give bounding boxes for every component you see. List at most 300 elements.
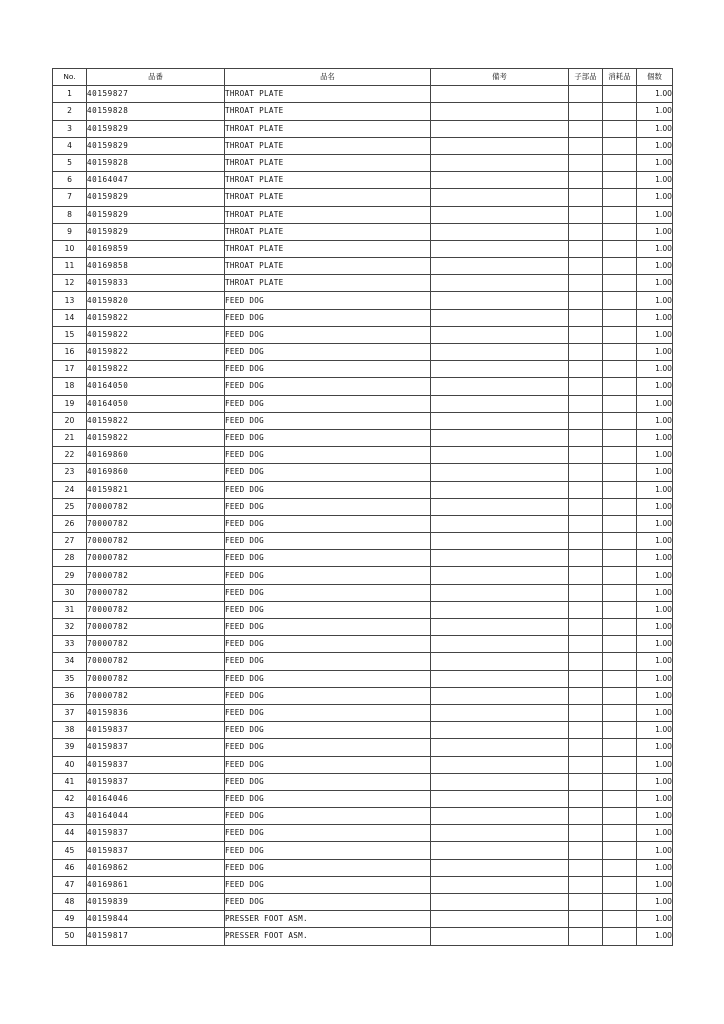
part-name: THROAT PLATE: [225, 223, 431, 240]
part-name: FEED DOG: [225, 687, 431, 704]
table-row: [53, 687, 673, 704]
header-no: No.: [53, 69, 87, 86]
row-number: 30: [53, 584, 87, 601]
consumable-cell: [603, 928, 637, 945]
header-part-name: 品名: [225, 69, 431, 86]
row-number: 33: [53, 636, 87, 653]
table-row: [53, 911, 673, 928]
part-name: FEED DOG: [225, 670, 431, 687]
header-remarks: 備考: [431, 69, 569, 86]
part-name: FEED DOG: [225, 550, 431, 567]
row-number: 15: [53, 326, 87, 343]
sub-part-cell: [569, 498, 603, 515]
header-part-no: 品番: [87, 69, 225, 86]
quantity: 1.00: [637, 292, 673, 309]
sub-part-cell: [569, 584, 603, 601]
row-number: 3: [53, 120, 87, 137]
table-row: [53, 722, 673, 739]
row-number: 23: [53, 464, 87, 481]
consumable-cell: [603, 653, 637, 670]
row-number: 35: [53, 670, 87, 687]
consumable-cell: [603, 704, 637, 721]
remarks-cell: [431, 258, 569, 275]
sub-part-cell: [569, 309, 603, 326]
remarks-cell: [431, 533, 569, 550]
sub-part-cell: [569, 825, 603, 842]
part-number: 40159837: [87, 825, 225, 842]
table-row: [53, 859, 673, 876]
row-number: 44: [53, 825, 87, 842]
remarks-cell: [431, 309, 569, 326]
row-number: 34: [53, 653, 87, 670]
consumable-cell: [603, 429, 637, 446]
part-number: 40159833: [87, 275, 225, 292]
table-row: [53, 223, 673, 240]
consumable-cell: [603, 601, 637, 618]
remarks-cell: [431, 739, 569, 756]
remarks-cell: [431, 619, 569, 636]
consumable-cell: [603, 172, 637, 189]
row-number: 28: [53, 550, 87, 567]
consumable-cell: [603, 206, 637, 223]
remarks-cell: [431, 326, 569, 343]
row-number: 6: [53, 172, 87, 189]
sub-part-cell: [569, 859, 603, 876]
part-number: 40169860: [87, 464, 225, 481]
part-number: 40159844: [87, 911, 225, 928]
sub-part-cell: [569, 395, 603, 412]
part-number: 40169859: [87, 240, 225, 257]
quantity: 1.00: [637, 309, 673, 326]
row-number: 12: [53, 275, 87, 292]
part-number: 40159837: [87, 773, 225, 790]
sub-part-cell: [569, 464, 603, 481]
remarks-cell: [431, 395, 569, 412]
table-row: [53, 137, 673, 154]
remarks-cell: [431, 429, 569, 446]
consumable-cell: [603, 739, 637, 756]
consumable-cell: [603, 773, 637, 790]
part-number: 70000782: [87, 601, 225, 618]
remarks-cell: [431, 825, 569, 842]
consumable-cell: [603, 876, 637, 893]
remarks-cell: [431, 894, 569, 911]
quantity: 1.00: [637, 515, 673, 532]
sub-part-cell: [569, 223, 603, 240]
part-number: 40159817: [87, 928, 225, 945]
row-number: 5: [53, 154, 87, 171]
remarks-cell: [431, 137, 569, 154]
part-number: 40169861: [87, 876, 225, 893]
consumable-cell: [603, 412, 637, 429]
sub-part-cell: [569, 103, 603, 120]
consumable-cell: [603, 567, 637, 584]
row-number: 47: [53, 876, 87, 893]
parts-list-sheet: [52, 68, 673, 946]
row-number: 45: [53, 842, 87, 859]
sub-part-cell: [569, 894, 603, 911]
table-row: [53, 86, 673, 103]
table-row: [53, 842, 673, 859]
sub-part-cell: [569, 601, 603, 618]
part-number: 40159829: [87, 120, 225, 137]
part-name: FEED DOG: [225, 739, 431, 756]
quantity: 1.00: [637, 240, 673, 257]
row-number: 39: [53, 739, 87, 756]
quantity: 1.00: [637, 464, 673, 481]
quantity: 1.00: [637, 790, 673, 807]
row-number: 10: [53, 240, 87, 257]
part-number: 40164044: [87, 808, 225, 825]
row-number: 31: [53, 601, 87, 618]
part-name: FEED DOG: [225, 481, 431, 498]
row-number: 2: [53, 103, 87, 120]
quantity: 1.00: [637, 722, 673, 739]
quantity: 1.00: [637, 326, 673, 343]
quantity: 1.00: [637, 567, 673, 584]
part-number: 70000782: [87, 687, 225, 704]
quantity: 1.00: [637, 189, 673, 206]
quantity: 1.00: [637, 361, 673, 378]
consumable-cell: [603, 722, 637, 739]
row-number: 21: [53, 429, 87, 446]
sub-part-cell: [569, 206, 603, 223]
quantity: 1.00: [637, 86, 673, 103]
part-number: 40164046: [87, 790, 225, 807]
row-number: 11: [53, 258, 87, 275]
row-number: 49: [53, 911, 87, 928]
consumable-cell: [603, 825, 637, 842]
part-number: 40169862: [87, 859, 225, 876]
quantity: 1.00: [637, 429, 673, 446]
quantity: 1.00: [637, 275, 673, 292]
quantity: 1.00: [637, 687, 673, 704]
sub-part-cell: [569, 928, 603, 945]
part-number: 40159837: [87, 842, 225, 859]
remarks-cell: [431, 223, 569, 240]
part-name: THROAT PLATE: [225, 206, 431, 223]
table-row: [53, 395, 673, 412]
remarks-cell: [431, 172, 569, 189]
quantity: 1.00: [637, 154, 673, 171]
part-name: THROAT PLATE: [225, 137, 431, 154]
sub-part-cell: [569, 567, 603, 584]
part-number: 70000782: [87, 498, 225, 515]
remarks-cell: [431, 704, 569, 721]
table-row: [53, 240, 673, 257]
table-row: [53, 894, 673, 911]
sub-part-cell: [569, 790, 603, 807]
consumable-cell: [603, 687, 637, 704]
quantity: 1.00: [637, 842, 673, 859]
consumable-cell: [603, 378, 637, 395]
part-name: FEED DOG: [225, 601, 431, 618]
consumable-cell: [603, 86, 637, 103]
row-number: 9: [53, 223, 87, 240]
table-row: [53, 120, 673, 137]
part-name: THROAT PLATE: [225, 258, 431, 275]
table-row: [53, 619, 673, 636]
quantity: 1.00: [637, 601, 673, 618]
quantity: 1.00: [637, 378, 673, 395]
row-number: 32: [53, 619, 87, 636]
part-number: 40159837: [87, 756, 225, 773]
part-name: FEED DOG: [225, 412, 431, 429]
row-number: 16: [53, 344, 87, 361]
part-name: FEED DOG: [225, 326, 431, 343]
consumable-cell: [603, 395, 637, 412]
header-sub-part: 子部品: [569, 69, 603, 86]
part-name: FEED DOG: [225, 344, 431, 361]
part-number: 70000782: [87, 515, 225, 532]
table-row: [53, 601, 673, 618]
part-number: 40159829: [87, 189, 225, 206]
consumable-cell: [603, 292, 637, 309]
sub-part-cell: [569, 636, 603, 653]
sub-part-cell: [569, 258, 603, 275]
sub-part-cell: [569, 739, 603, 756]
quantity: 1.00: [637, 876, 673, 893]
sub-part-cell: [569, 481, 603, 498]
part-name: FEED DOG: [225, 309, 431, 326]
remarks-cell: [431, 550, 569, 567]
part-number: 70000782: [87, 567, 225, 584]
row-number: 13: [53, 292, 87, 309]
consumable-cell: [603, 344, 637, 361]
row-number: 26: [53, 515, 87, 532]
table-row: [53, 464, 673, 481]
sub-part-cell: [569, 756, 603, 773]
quantity: 1.00: [637, 223, 673, 240]
sub-part-cell: [569, 842, 603, 859]
table-row: [53, 704, 673, 721]
part-number: 40159829: [87, 137, 225, 154]
table-row: [53, 258, 673, 275]
consumable-cell: [603, 619, 637, 636]
quantity: 1.00: [637, 653, 673, 670]
sub-part-cell: [569, 550, 603, 567]
consumable-cell: [603, 120, 637, 137]
table-row: [53, 481, 673, 498]
table-row: [53, 790, 673, 807]
part-number: 40159827: [87, 86, 225, 103]
table-row: [53, 361, 673, 378]
remarks-cell: [431, 481, 569, 498]
table-row: [53, 103, 673, 120]
sub-part-cell: [569, 704, 603, 721]
part-name: FEED DOG: [225, 515, 431, 532]
quantity: 1.00: [637, 756, 673, 773]
sub-part-cell: [569, 344, 603, 361]
row-number: 25: [53, 498, 87, 515]
consumable-cell: [603, 481, 637, 498]
part-name: FEED DOG: [225, 464, 431, 481]
quantity: 1.00: [637, 395, 673, 412]
part-name: FEED DOG: [225, 429, 431, 446]
table-row: [53, 756, 673, 773]
part-name: PRESSER FOOT ASM.: [225, 928, 431, 945]
quantity: 1.00: [637, 137, 673, 154]
table-row: [53, 808, 673, 825]
part-name: FEED DOG: [225, 842, 431, 859]
sub-part-cell: [569, 670, 603, 687]
table-row: [53, 636, 673, 653]
remarks-cell: [431, 687, 569, 704]
part-number: 40159822: [87, 361, 225, 378]
sub-part-cell: [569, 876, 603, 893]
part-name: FEED DOG: [225, 722, 431, 739]
consumable-cell: [603, 636, 637, 653]
header-consumable: 消耗品: [603, 69, 637, 86]
row-number: 17: [53, 361, 87, 378]
remarks-cell: [431, 412, 569, 429]
quantity: 1.00: [637, 773, 673, 790]
part-number: 40159822: [87, 326, 225, 343]
sub-part-cell: [569, 154, 603, 171]
remarks-cell: [431, 636, 569, 653]
consumable-cell: [603, 498, 637, 515]
part-number: 70000782: [87, 533, 225, 550]
consumable-cell: [603, 223, 637, 240]
remarks-cell: [431, 756, 569, 773]
sub-part-cell: [569, 412, 603, 429]
sub-part-cell: [569, 722, 603, 739]
quantity: 1.00: [637, 808, 673, 825]
part-name: FEED DOG: [225, 808, 431, 825]
sub-part-cell: [569, 911, 603, 928]
part-number: 40159822: [87, 309, 225, 326]
table-row: [53, 326, 673, 343]
quantity: 1.00: [637, 412, 673, 429]
part-number: 40164050: [87, 378, 225, 395]
remarks-cell: [431, 808, 569, 825]
part-name: FEED DOG: [225, 584, 431, 601]
part-name: THROAT PLATE: [225, 120, 431, 137]
parts-table: [52, 68, 673, 946]
quantity: 1.00: [637, 498, 673, 515]
remarks-cell: [431, 120, 569, 137]
remarks-cell: [431, 790, 569, 807]
table-row: [53, 429, 673, 446]
part-number: 40164047: [87, 172, 225, 189]
table-row: [53, 567, 673, 584]
row-number: 27: [53, 533, 87, 550]
remarks-cell: [431, 653, 569, 670]
part-name: FEED DOG: [225, 567, 431, 584]
part-number: 70000782: [87, 653, 225, 670]
table-row: [53, 515, 673, 532]
sub-part-cell: [569, 687, 603, 704]
part-name: FEED DOG: [225, 533, 431, 550]
part-number: 40159837: [87, 722, 225, 739]
remarks-cell: [431, 670, 569, 687]
remarks-cell: [431, 464, 569, 481]
quantity: 1.00: [637, 619, 673, 636]
table-row: [53, 550, 673, 567]
part-number: 40159829: [87, 223, 225, 240]
quantity: 1.00: [637, 103, 673, 120]
part-number: 40159822: [87, 412, 225, 429]
remarks-cell: [431, 378, 569, 395]
consumable-cell: [603, 464, 637, 481]
consumable-cell: [603, 326, 637, 343]
consumable-cell: [603, 756, 637, 773]
table-row: [53, 309, 673, 326]
sub-part-cell: [569, 429, 603, 446]
consumable-cell: [603, 808, 637, 825]
part-number: 40159820: [87, 292, 225, 309]
sub-part-cell: [569, 808, 603, 825]
table-row: [53, 739, 673, 756]
sub-part-cell: [569, 653, 603, 670]
part-number: 70000782: [87, 584, 225, 601]
table-body: [53, 86, 673, 945]
part-name: FEED DOG: [225, 790, 431, 807]
remarks-cell: [431, 842, 569, 859]
remarks-cell: [431, 567, 569, 584]
remarks-cell: [431, 928, 569, 945]
consumable-cell: [603, 894, 637, 911]
row-number: 29: [53, 567, 87, 584]
row-number: 42: [53, 790, 87, 807]
table-row: [53, 584, 673, 601]
quantity: 1.00: [637, 447, 673, 464]
remarks-cell: [431, 911, 569, 928]
row-number: 4: [53, 137, 87, 154]
consumable-cell: [603, 859, 637, 876]
sub-part-cell: [569, 447, 603, 464]
consumable-cell: [603, 103, 637, 120]
quantity: 1.00: [637, 550, 673, 567]
part-number: 70000782: [87, 636, 225, 653]
sub-part-cell: [569, 172, 603, 189]
table-row: [53, 773, 673, 790]
table-row: [53, 292, 673, 309]
part-name: FEED DOG: [225, 859, 431, 876]
remarks-cell: [431, 154, 569, 171]
table-row: [53, 275, 673, 292]
part-number: 40159821: [87, 481, 225, 498]
table-row: [53, 670, 673, 687]
quantity: 1.00: [637, 258, 673, 275]
part-name: FEED DOG: [225, 636, 431, 653]
remarks-cell: [431, 773, 569, 790]
sub-part-cell: [569, 378, 603, 395]
part-name: FEED DOG: [225, 825, 431, 842]
table-row: [53, 172, 673, 189]
quantity: 1.00: [637, 636, 673, 653]
part-number: 40159822: [87, 429, 225, 446]
quantity: 1.00: [637, 206, 673, 223]
quantity: 1.00: [637, 739, 673, 756]
row-number: 7: [53, 189, 87, 206]
remarks-cell: [431, 275, 569, 292]
row-number: 40: [53, 756, 87, 773]
part-name: FEED DOG: [225, 876, 431, 893]
header-qty: 個数: [637, 69, 673, 86]
header-row: [53, 69, 673, 86]
remarks-cell: [431, 876, 569, 893]
part-name: THROAT PLATE: [225, 240, 431, 257]
remarks-cell: [431, 447, 569, 464]
consumable-cell: [603, 361, 637, 378]
part-number: 40169860: [87, 447, 225, 464]
table-row: [53, 928, 673, 945]
remarks-cell: [431, 498, 569, 515]
part-name: FEED DOG: [225, 653, 431, 670]
part-name: THROAT PLATE: [225, 172, 431, 189]
quantity: 1.00: [637, 911, 673, 928]
